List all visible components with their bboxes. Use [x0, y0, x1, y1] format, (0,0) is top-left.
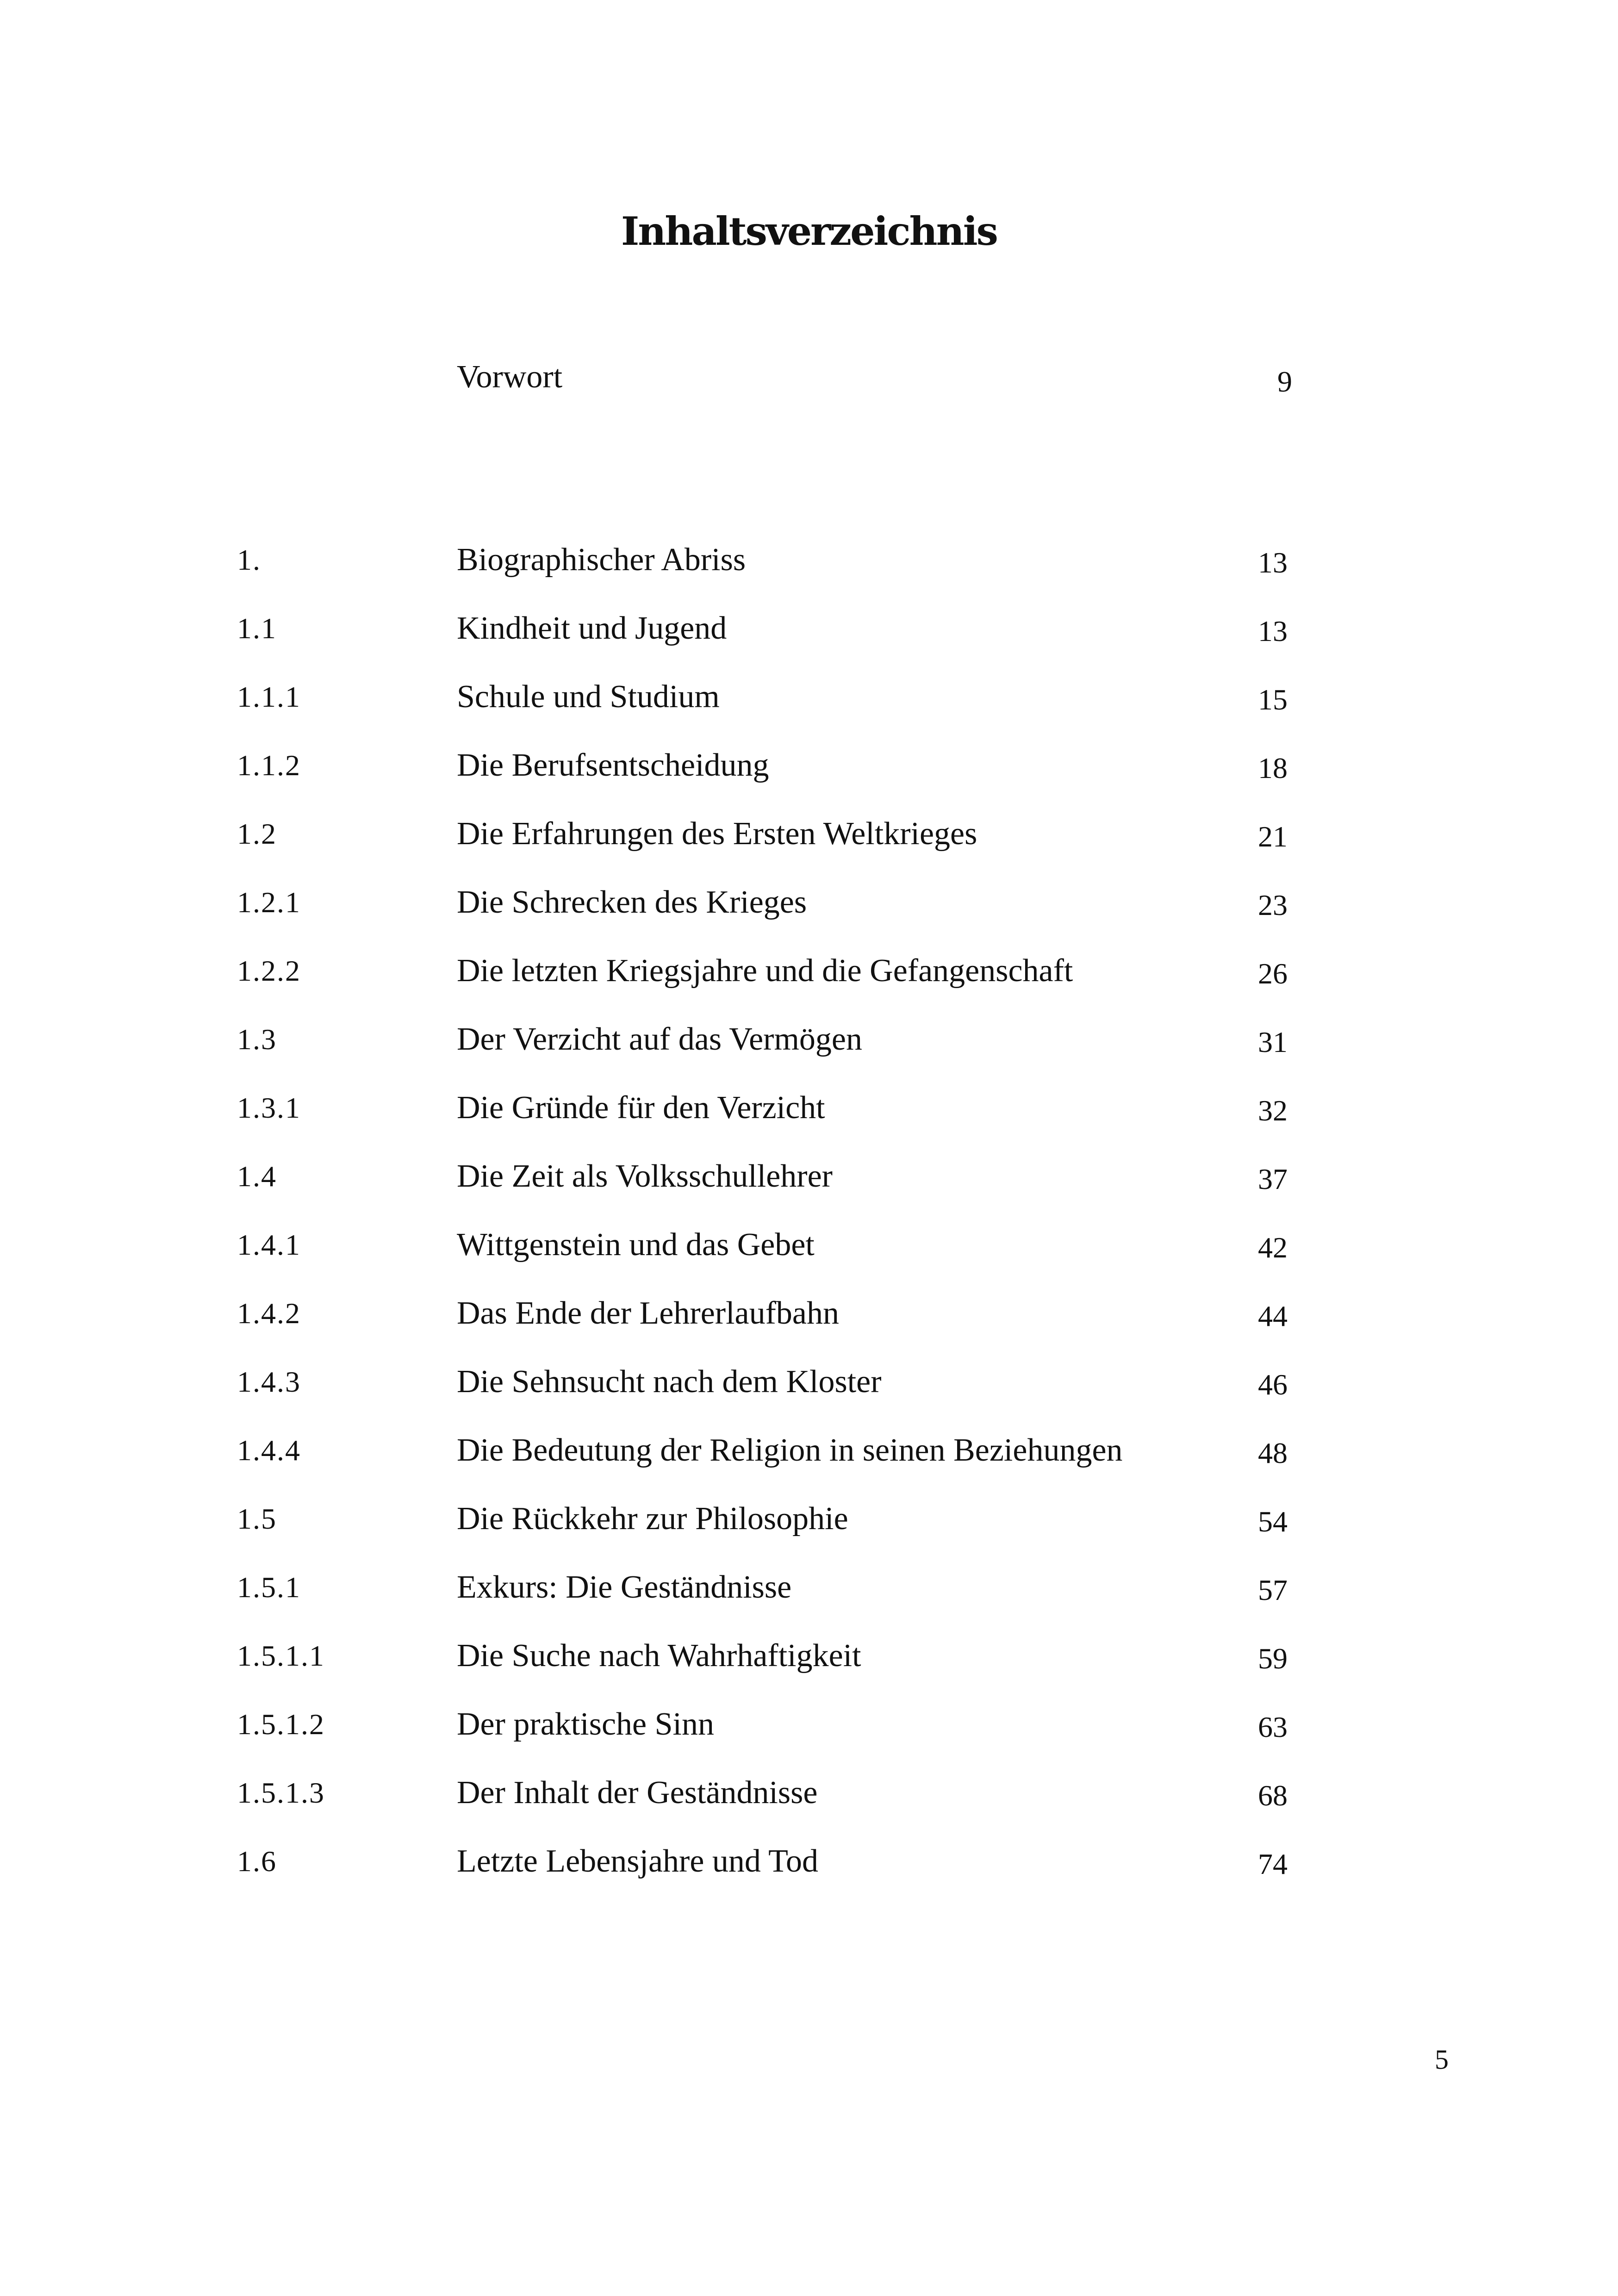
toc-entry-label: Die letzten Kriegsjahre und die Gefangenschaft — [457, 953, 1073, 989]
toc-entry — [0, 740, 1618, 809]
toc-entry-page: 32 — [1258, 1094, 1288, 1127]
toc-entry — [0, 1562, 1618, 1630]
page-number: 5 — [1435, 2044, 1449, 2075]
toc-entry-page: 57 — [1258, 1574, 1288, 1606]
toc-entry-page: 54 — [1258, 1505, 1288, 1538]
toc-entry-page: 63 — [1258, 1711, 1288, 1743]
toc-entry-page: 44 — [1258, 1300, 1288, 1332]
toc-entry-number: 1.5 — [237, 1502, 277, 1535]
toc-entry-label: Schule und Studium — [457, 679, 720, 715]
toc-entry-label: Die Bedeutung der Religion in seinen Beziehungen — [457, 1432, 1123, 1468]
toc-entry-label: Die Suche nach Wahrhaftigkeit — [457, 1638, 861, 1674]
toc-entry-number: 1.4 — [237, 1160, 277, 1193]
toc-entry-label: Letzte Lebensjahre und Tod — [457, 1843, 819, 1879]
toc-entry-label: Wittgenstein und das Gebet — [457, 1227, 815, 1263]
toc-entry — [0, 1767, 1618, 1836]
toc-entry-page: 13 — [1258, 615, 1288, 647]
toc-entry-page: 15 — [1258, 683, 1288, 716]
toc-entry-label: Kindheit und Jugend — [457, 610, 727, 646]
toc-entry-number: 1.3 — [237, 1023, 277, 1056]
toc-entry-label: Exkurs: Die Geständnisse — [457, 1569, 792, 1605]
toc-entry-page: 59 — [1258, 1642, 1288, 1675]
toc-entry-page: 13 — [1258, 546, 1288, 579]
toc-entry-label: Die Rückkehr zur Philosophie — [457, 1501, 848, 1537]
toc-entry — [0, 877, 1618, 946]
toc-entry-label: Das Ende der Lehrerlaufbahn — [457, 1295, 839, 1331]
toc-entry-page: 26 — [1258, 957, 1288, 990]
toc-entry — [0, 1151, 1618, 1220]
toc-entry-label: Vorwort — [457, 359, 563, 395]
toc-entry-label: Der Inhalt der Geständnisse — [457, 1775, 818, 1811]
toc-entry-page: 68 — [1258, 1779, 1288, 1812]
toc-entry — [0, 1425, 1618, 1493]
toc-entry-page: 23 — [1258, 889, 1288, 921]
toc-entry-number: 1. — [237, 543, 261, 576]
toc-entry-page: 48 — [1258, 1437, 1288, 1469]
toc-entry-number: 1.4.3 — [237, 1365, 301, 1398]
toc-entry-number: 1.4.4 — [237, 1434, 301, 1467]
toc-entry-page: 37 — [1258, 1163, 1288, 1195]
toc-entry-number: 1.2 — [237, 817, 277, 850]
toc-entry — [0, 1288, 1618, 1356]
toc-entry — [0, 535, 1618, 603]
toc-entry-number: 1.5.1 — [237, 1571, 301, 1604]
toc-entry — [0, 1836, 1618, 1904]
toc-entry-number: 1.6 — [237, 1845, 277, 1878]
toc-entry — [0, 946, 1618, 1014]
toc-entry — [0, 1493, 1618, 1562]
toc-entry-number: 1.2.2 — [237, 954, 301, 987]
toc-entry — [0, 603, 1618, 672]
toc-entry-label: Die Schrecken des Krieges — [457, 884, 807, 920]
toc-entry-label: Die Gründe für den Verzicht — [457, 1090, 825, 1126]
toc-entry-label: Der praktische Sinn — [457, 1706, 714, 1742]
toc-entry-number: 1.4.1 — [237, 1228, 301, 1261]
toc-entry — [0, 809, 1618, 877]
toc-entry — [0, 1699, 1618, 1767]
toc-entry-number: 1.1.1 — [237, 680, 301, 713]
toc-entry-number: 1.5.1.1 — [237, 1639, 325, 1672]
toc-entry-page: 31 — [1258, 1026, 1288, 1058]
toc-entry-label: Die Zeit als Volksschullehrer — [457, 1158, 833, 1194]
toc-entry-page: 46 — [1258, 1368, 1288, 1401]
toc-entry-number: 1.5.1.3 — [237, 1776, 325, 1809]
toc-entry-page: 42 — [1258, 1231, 1288, 1264]
toc-entry-number: 1.1 — [237, 612, 277, 645]
toc-entry-number: 1.4.2 — [237, 1297, 301, 1330]
toc-entry-page: 21 — [1258, 820, 1288, 853]
toc-entry-label: Die Erfahrungen des Ersten Weltkrieges — [457, 816, 977, 852]
toc-entry-label: Die Sehnsucht nach dem Kloster — [457, 1364, 882, 1400]
toc-foreword-entry — [0, 352, 1618, 407]
toc-entry-number: 1.2.1 — [237, 886, 301, 919]
toc-entry — [0, 1220, 1618, 1288]
table-of-contents — [0, 535, 1618, 1904]
toc-entry-label: Der Verzicht auf das Vermögen — [457, 1021, 862, 1057]
toc-entry-label: Die Berufsentscheidung — [457, 747, 769, 783]
page-title: Inhaltsverzeichnis — [621, 208, 997, 254]
toc-entry — [0, 672, 1618, 740]
toc-entry — [0, 1630, 1618, 1699]
toc-entry-number: 1.1.2 — [237, 749, 301, 782]
toc-entry-page: 18 — [1258, 752, 1288, 784]
toc-entry-page: 9 — [1277, 365, 1292, 398]
toc-entry-number: 1.5.1.2 — [237, 1708, 325, 1741]
toc-entry — [0, 1356, 1618, 1425]
toc-entry — [0, 1014, 1618, 1083]
toc-entry — [0, 1083, 1618, 1151]
toc-entry-number: 1.3.1 — [237, 1091, 301, 1124]
toc-entry-page: 74 — [1258, 1848, 1288, 1880]
toc-entry-label: Biographischer Abriss — [457, 542, 746, 578]
